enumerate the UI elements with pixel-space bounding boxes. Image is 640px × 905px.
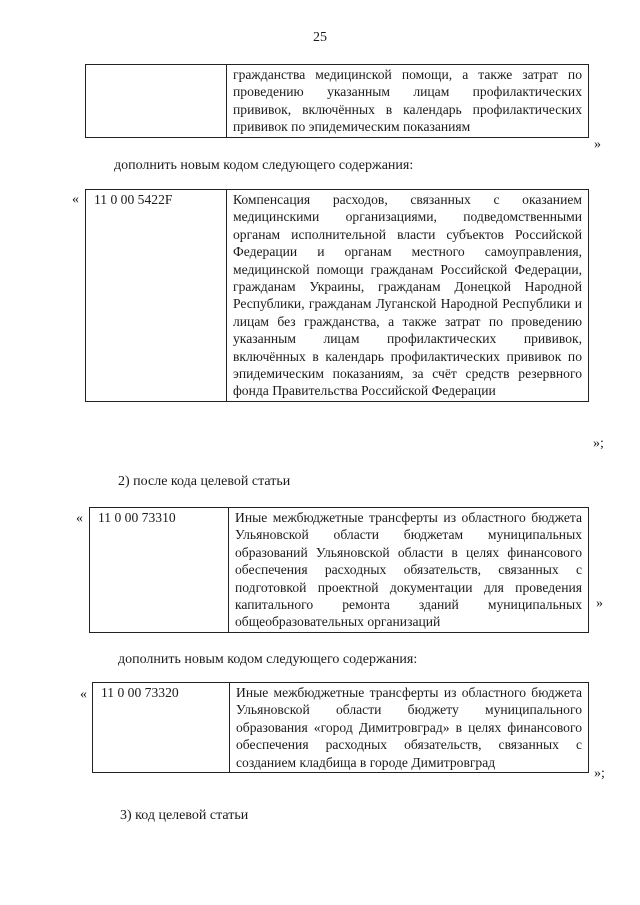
close-quote: »; [593, 436, 604, 451]
description-cell: Иные межбюджетные трансферты из областного бюджета Ульяновской области бюджету муниципального образования «город Димитровград» в целях финансового обеспечения расходных обязательств, связанных с созданием кладбища в городе Димитровград [230, 683, 589, 773]
code-table-73310 [89, 507, 589, 633]
open-quote: « [72, 192, 79, 207]
paragraph-item-2: 2) после кода целевой статьи [118, 474, 291, 489]
code-cell: 11 0 00 73320 [93, 683, 230, 773]
open-quote: « [80, 687, 87, 702]
paragraph-add-new-code: дополнить новым кодом следующего содержания: [114, 158, 414, 173]
code-cell [86, 65, 227, 138]
code-table-73320 [92, 682, 589, 773]
table-row [90, 508, 589, 633]
description-cell: Компенсация расходов, связанных с оказанием медицинскими организациями, подведомственными органам исполнительной власти субъектов Российской Федерации и органам местного самоуправления, медицинской помощи гражданам Российской Федерации, гражданам Украины, гражданам Донецкой Народной Республики, гражданам Луганской Народной Республики и лицам без гражданства, а также затрат по проведению указанным лицам профилактических прививок, включённых в календарь профилактических прививок по эпидемическим показаниям, за счёт средств резервного фонда Правительства Российской Федерации [227, 190, 589, 402]
paragraph-item-3: 3) код целевой статьи [120, 808, 249, 823]
table-row [86, 190, 589, 402]
page-number: 25 [313, 30, 327, 45]
close-quote: » [594, 137, 601, 152]
paragraph-add-new-code: дополнить новым кодом следующего содержания: [118, 652, 418, 667]
open-quote: « [76, 511, 83, 526]
table-row [86, 65, 589, 138]
close-quote: »; [594, 766, 605, 781]
table-row [93, 683, 589, 773]
close-quote: » [596, 596, 603, 611]
description-cell: Иные межбюджетные трансферты из областного бюджета Ульяновской области бюджетам муниципальных образований Ульяновской области в целях финансового обеспечения расходных обязательств, связанных с подготовкой проектной документации для проведения капитального ремонта зданий муниципальных общеобразовательных организаций [229, 508, 589, 633]
code-table-5422f [85, 189, 589, 402]
code-table-continuation [85, 64, 589, 138]
description-cell: гражданства медицинской помощи, а также затрат по проведению указанным лицам профилактических прививок, включённых в календарь профилактических прививок по эпидемическим показаниям [227, 65, 589, 138]
code-cell: 11 0 00 73310 [90, 508, 229, 633]
code-cell: 11 0 00 5422F [86, 190, 227, 402]
